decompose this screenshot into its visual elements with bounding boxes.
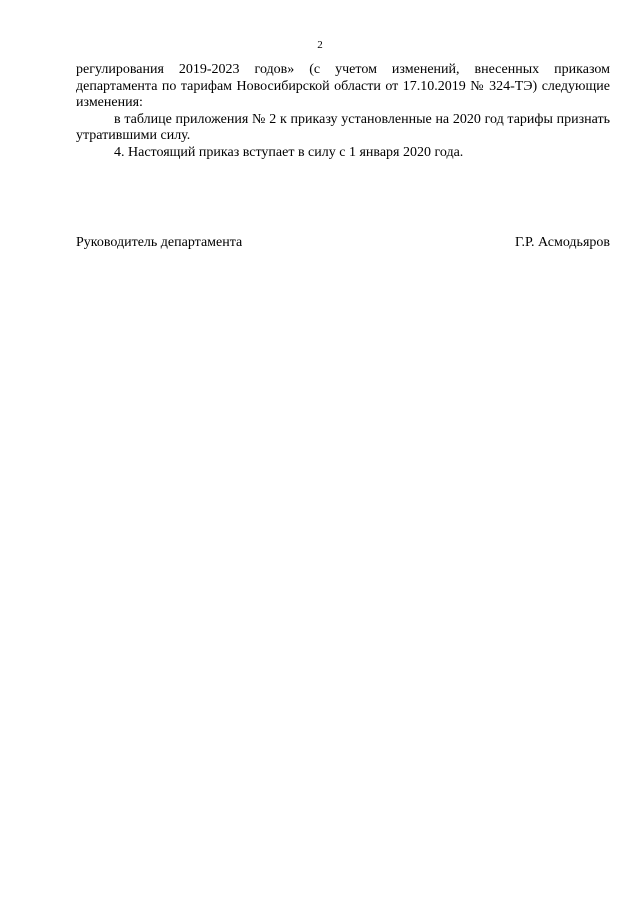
page-number: 2 bbox=[317, 39, 323, 51]
signature-block bbox=[76, 235, 610, 251]
signatory-position: Руководитель департамента bbox=[76, 235, 243, 250]
signatory-name: Г.Р. Асмодьяров bbox=[514, 235, 610, 250]
paragraph-continuation: регулирования 2019-2023 годов» (с учетом изменений, внесенных приказом департамента по тарифам Новосибирской области от 17.10.2019 № 324-ТЭ) следующие изменения: bbox=[76, 62, 610, 110]
document-body bbox=[76, 62, 610, 161]
paragraph-effective-date: 4. Настоящий приказ вступает в силу с 1 января 2020 года. bbox=[114, 144, 464, 160]
paragraph-table-change: в таблице приложения № 2 к приказу установленные на 2020 год тарифы признать утратившими силу. bbox=[76, 111, 610, 143]
